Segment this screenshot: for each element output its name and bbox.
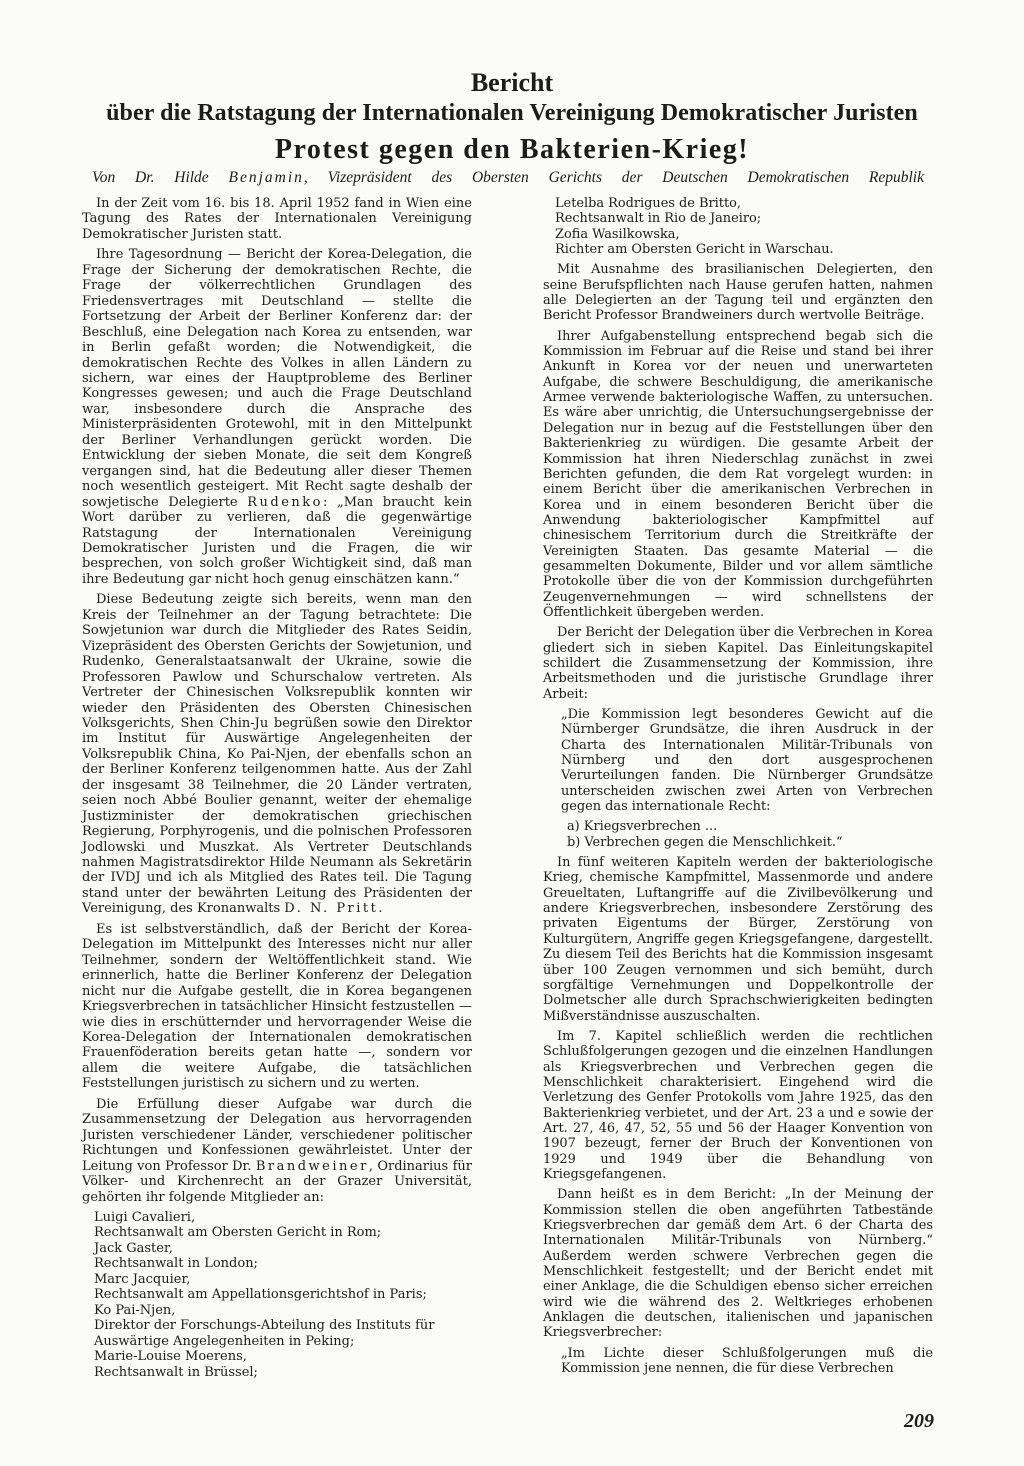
member-name: Jack Gaster, <box>94 1240 173 1256</box>
subtitle: Protest gegen den Bakterien-Krieg! <box>274 134 750 165</box>
right-column <box>543 196 933 1381</box>
paragraph: In der Zeit vom 16. bis 18. April 1952 fand in Wien eine Tagung des Rates der Internationalen Vereinigung Demokratischer Juristen statt. <box>82 196 472 242</box>
member-name: Ko Pai-Njen, <box>94 1302 176 1318</box>
member-role: Rechtsanwalt am Appellationsgerichtshof in Paris; <box>94 1287 427 1303</box>
text-run: : „Man braucht kein Wort darüber zu verlieren, daß die gegenwärtige Ratstagung der Internationalen Vereinigung Demokratischer Juristen und die Fragen, die wir besprechen, von solch großer Wichtigkeit sind, daß man ihre Bedeutung gar nicht hoch genug einschätzen kann.“ <box>82 494 472 587</box>
title-line-2: über die Ratstagung der Internationalen Vereinigung Demokratischer Juristen <box>106 100 918 126</box>
member-role: Direktor der Forschungs-Abteilung des Instituts für Auswärtige Angelegenheiten in Peking; <box>94 1318 435 1349</box>
member-name: Letelba Rodrigues de Britto, <box>555 196 742 211</box>
member-role: Richter am Obersten Gericht in Warschau. <box>555 242 834 258</box>
quote-item-b: b) Verbrechen gegen die Menschlichkeit.“ <box>567 834 843 850</box>
paragraph <box>82 592 472 917</box>
quote-text: „Die Kommission legt besonderes Gewicht auf die Nürnberger Grundsätze, die ihren Ausdruck in der Charta des Internationalen Militär-Tribunals von Nürnberg und den dort ausgesprochenen Verurteilungen fanden. Die Nürnberger Grundsätze unterscheiden zwischen zwei Arten von Verbrechen gegen das internationale Recht: <box>561 707 933 815</box>
member-role: Rechtsanwalt in London; <box>94 1256 258 1272</box>
spaced-name: D. N. Pritt <box>284 901 379 917</box>
paragraph: Dann heißt es in dem Bericht: „In der Meinung der Kommission stellen die oben angeführten Tatbestände Kriegsverbrechen dar gemäß dem Art. 6 der Charta des Internationalen Militär-Tribunals von Nürnberg.“ Außerdem werden schwere Verbrechen gegen die Menschlichkeit festgestellt; und der Bericht endet mit einer Anklage, die die Schuldigen ebenso sicher erreichen wird wie die während des 2. Weltkrieges erhobenen Anklagen die deutschen, italienischen und japanischen Kriegsverbrecher: <box>543 1187 933 1341</box>
text-run: Diese Bedeutung zeigte sich bereits, wenn man den Kreis der Teilnehmer an der Tagung betrachtete: Die Sowjetunion war durch die Mitglieder des Rates Seidin, Vizepräsident des Obersten Gerichts der Sowjetunion, und Rudenko, Generalstaatsanwalt der Ukraine, sowie die Professoren Pawlow und Schurschalow vertreten. Als Vertreter der Chinesischen Volksrepublik konnten wir wieder den Präsidenten des Obersten Chinesischen Volksgerichts, Shen Chin-Ju begrüßen sowie den Direktor im Institut für Auswärtige Angelegenheiten der Volksrepublik China, Ko Pai-Njen, der ebenfalls schon an der Berliner Konferenz teilgenommen hatte. Aus der Zahl der insgesamt 38 Teilnehmer, die 20 Länder vertraten, seien noch Abbé Boulier genannt, weiter der ehemalige Justizminister der demokratischen griechischen Regierung, Porphyrogenis, und die polnischen Professoren Jodlowski und Muszkat. Als Vertreter Deutschlands nahmen Magistratsdirektor Hilde Neumann als Sekretärin der IVDJ und ich als Mitglied des Rates teil. Die Tagung stand unter der bewährten Leitung des Präsidenten der Vereinigung, des Kronanwalts <box>82 592 472 917</box>
paragraph: Es ist selbstverständlich, daß der Bericht der Korea-Delegation im Mittelpunkt des Interesses nicht nur aller Teilnehmer, sondern der Weltöffentlichkeit stand. Wie erinnerlich, hatte die Berliner Konferenz der Delegation nicht nur die Aufgabe gestellt, die in Korea begangenen Kriegsverbrechen in tatsächlicher Hinsicht festzustellen — wie dies in erschütternder und hervorragender Weise die Korea-Delegation der Internationalen demokratischen Frauenföderation bereits getan hatte —, sondern vor allem die weitere Aufgabe, die tatsächlichen Feststellungen juristisch zu sichern und zu werten. <box>82 921 472 1092</box>
byline-author-name: Benjamin <box>228 169 304 186</box>
paragraph: Mit Ausnahme des brasilianischen Delegierten, den seine Berufspflichten nach Hause gerufen hatten, nahmen alle Delegierten an der Tagung teil und ergänzten den Bericht Professor Brandweiners durch wertvolle Beiträge. <box>543 262 933 324</box>
left-column <box>82 196 472 1380</box>
byline-after: , Vizepräsident des Obersten Gerichts der Deutschen Demokratischen Republik <box>303 169 924 186</box>
text-run: . <box>378 901 383 917</box>
spaced-name: Brandweiner <box>255 1158 369 1174</box>
text-run: Die Erfüllung dieser Aufgabe war durch die Zusammensetzung der Delegation aus hervorragenden Juristen verschiedener Länder, verschiedener politischer Richtungen und Konfessionen gewährleistet. Unter der Leitung von Professor Dr. <box>82 1096 472 1174</box>
article-header <box>78 68 946 168</box>
quote-conclusion <box>561 1346 933 1377</box>
quote-nuremberg <box>561 707 933 850</box>
paragraph: Der Bericht der Delegation über die Verbrechen in Korea gliedert sich in sieben Kapitel. Das Einleitungskapitel schildert die Zusammensetzung der Kommission, ihre Arbeitsmethoden und die juristische Grundlage ihrer Arbeit: <box>543 625 933 702</box>
byline-before: Von Dr. Hilde <box>92 169 229 186</box>
page-number: 209 <box>904 1410 934 1432</box>
member-role: Rechtsanwalt in Rio de Janeiro; <box>555 211 762 227</box>
member-role: Rechtsanwalt am Obersten Gericht in Rom; <box>94 1225 382 1241</box>
member-name: Zofia Wasilkowska, <box>555 226 680 242</box>
paragraph <box>82 247 472 587</box>
spaced-name: Rudenko <box>247 494 323 510</box>
title-line-1: Bericht <box>470 68 554 97</box>
member-role: Rechtsanwalt in Brüssel; <box>94 1364 258 1380</box>
text-run: Ihre Tagesordnung — Bericht der Korea-Delegation, die Frage der Sicherung der demokratischen Rechte, die Frage der völkerrechtlichen Grundlagen des Friedensvertrages mit Deutschland — stellte die Fortsetzung der Arbeit der Berliner Konferenz dar: der Beschluß, eine Delegation nach Korea zu entsenden, war in Berlin gefaßt worden; die Notwendigkeit, die demokratischen Rechte des Volkes in allen Ländern zu sichern, war eines der Hauptprobleme des Berliner Kongresses gewesen; und auch die Frage Deutschland war, insbesondere durch die Ansprache des Ministerpräsidenten Grotewohl, mit in den Mittelpunkt der Berliner Verhandlungen gerückt worden. Die Entwicklung der sieben Monate, die seit dem Kongreß vergangen sind, hat die Bedeutung aller dieser Themen noch wesentlich gesteigert. Mit Recht sagte deshalb der sowjetische Delegierte <box>82 247 472 510</box>
paragraph: Im 7. Kapitel schließlich werden die rechtlichen Schlußfolgerungen gezogen und die einzelnen Handlungen als Kriegsverbrechen und Verbrechen gegen die Menschlichkeit charakterisiert. Eingehend wird die Verletzung des Genfer Protokolls vom Jahre 1925, das den Bakterienkrieg verbietet, und der Art. 23 a und e sowie der Art. 27, 46, 47, 52, 55 und 56 der Haager Konvention von 1907 bezeugt, ferner der Bruch der Konventionen von 1929 und 1949 über die Behandlung von Kriegsgefangenen. <box>543 1028 933 1182</box>
quote-text: „Im Lichte dieser Schlußfolgerungen muß die Kommission jene nennen, die für diese Verbrechen <box>561 1345 933 1377</box>
member-name: Marc Jacquier, <box>94 1271 191 1287</box>
paragraph <box>82 1097 472 1205</box>
member-name: Luigi Cavalieri, <box>94 1210 196 1225</box>
paragraph: Ihrer Aufgabenstellung entsprechend begab sich die Kommission im Februar auf die Reise und stand bei ihrer Ankunft in Korea vor der neuen und unerwarteten Aufgabe, die schwere Beschuldigung, die amerikanische Armee verwende bakteriologische Waffen, zu untersuchen. Es wäre aber unrichtig, die Untersuchungsergebnisse der Delegation nur in bezug auf die Feststellungen über den Bakterienkrieg zu würdigen. Die gesamte Arbeit der Kommission hat ihren Niederschlag zunächst in zwei Berichten gefunden, die dem Rat vorgelegt wurden: in einem Bericht über die amerikanischen Verbrechen in Korea und in einem besonderen Bericht über die Anwendung bakteriologischer Kampfmittel auf chinesischem Territorium durch die Streitkräfte der Vereinigten Staaten. Das gesamte Material — die gesammelten Dokumente, Bilder und vor allem sämtliche Protokolle über die von der Kommission durchgeführten Zeugenvernehmungen — wird schnellstens der Öffentlichkeit übergeben werden. <box>543 328 933 620</box>
text-run: , Ordinarius für Völker- und Kirchenrecht an der Grazer Universität, gehörten ihr folgende Mitglieder an: <box>82 1158 472 1205</box>
paragraph: In fünf weiteren Kapiteln werden der bakteriologische Krieg, chemische Kampfmittel, Massenmorde und andere Greueltaten, Luftangriffe auf die Zivilbevölkerung und andere Kriegsverbrechen, insbesondere Zerstörung des privaten Eigentums der Bürger, Zerstörung von Kulturgütern, Angriffe gegen Kriegsgefangene, dargestellt. Zu diesem Teil des Berichts hat die Kommission insgesamt über 100 Zeugen vernommen und sich bemüht, durch sorgfältige Vernehmungen und Doppelkontrolle der Dolmetscher alle durch Sprachschwierigkeiten bedingten Mißverständnisse auszuschalten. <box>543 855 933 1024</box>
member-name: Marie-Louise Moerens, <box>94 1349 247 1365</box>
quote-item-a: a) Kriegsverbrechen ... <box>567 819 718 835</box>
member-list <box>94 1210 472 1380</box>
byline <box>92 168 924 188</box>
member-list-continued <box>555 196 933 257</box>
